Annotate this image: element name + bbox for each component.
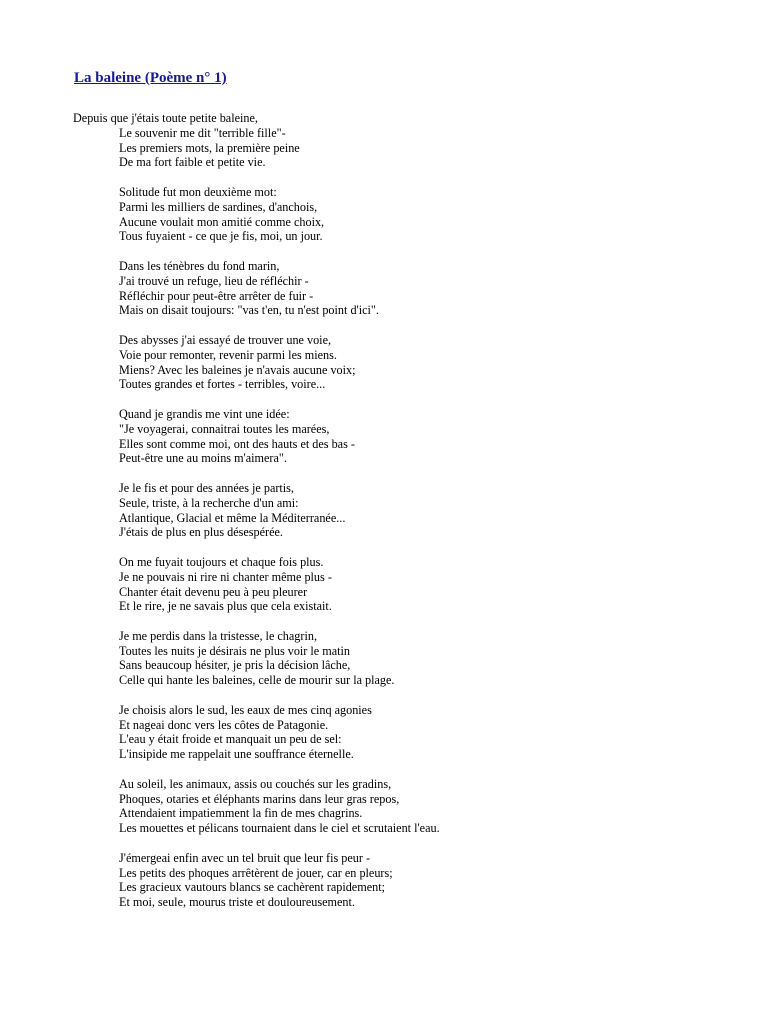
- stanza: [73, 481, 713, 540]
- stanza: [73, 777, 713, 836]
- poem-line: Sans beaucoup hésiter, je pris la décision lâche,: [119, 658, 351, 673]
- poem-line: Des abysses j'ai essayé de trouver une voie,: [119, 332, 332, 347]
- poem-line: Voie pour remonter, revenir parmi les miens.: [119, 347, 337, 362]
- stanza: [73, 703, 713, 762]
- poem-line: Toutes les nuits je désirais ne plus voir le matin: [119, 643, 351, 658]
- poem-line: J'étais de plus en plus désespérée.: [119, 525, 283, 540]
- poem-line: Réfléchir pour peut-être arrêter de fuir -: [119, 288, 314, 303]
- poem-line: Les petits des phoques arrêtèrent de jouer, car en pleurs;: [119, 865, 393, 880]
- poem-line: Elles sont comme moi, ont des hauts et des bas -: [119, 436, 355, 451]
- poem-line: "Je voyagerai, connaitrai toutes les marées,: [119, 421, 330, 436]
- stanza: [73, 851, 713, 910]
- poem-line: Toutes grandes et fortes - terribles, voire...: [119, 377, 326, 392]
- poem-line: Atlantique, Glacial et même la Méditerranée...: [119, 510, 346, 525]
- stanza: [73, 333, 713, 392]
- poem-line: Miens? Avec les baleines je n'avais aucune voix;: [119, 362, 356, 377]
- poem-line: Le souvenir me dit "terrible fille"-: [119, 125, 286, 140]
- poem-line: Dans les ténèbres du fond marin,: [119, 258, 280, 273]
- poem-line: Tous fuyaient - ce que je fis, moi, un jour.: [119, 229, 323, 244]
- poem-line: L'insipide me rappelait une souffrance éternelle.: [119, 747, 354, 762]
- poem-line: On me fuyait toujours et chaque fois plus.: [119, 554, 324, 569]
- poem-line: Je choisis alors le sud, les eaux de mes cinq agonies: [119, 702, 372, 717]
- poem-line: Et le rire, je ne savais plus que cela existait.: [119, 599, 332, 614]
- stanza: [73, 111, 713, 170]
- poem-line: Seule, triste, à la recherche d'un ami:: [119, 495, 299, 510]
- poem-line: Je le fis et pour des années je partis,: [119, 480, 294, 495]
- poem-line: Je ne pouvais ni rire ni chanter même plus -: [119, 569, 332, 584]
- poem-line: Celle qui hante les baleines, celle de mourir sur la plage.: [119, 673, 395, 688]
- poem-body: [73, 111, 713, 925]
- stanza: [73, 259, 713, 318]
- poem-line: Les gracieux vautours blancs se cachèrent rapidement;: [119, 880, 385, 895]
- poem-title: La baleine (Poème n° 1): [74, 70, 227, 86]
- poem-line: Et nageai donc vers les côtes de Patagonie.: [119, 717, 329, 732]
- poem-line: Au soleil, les animaux, assis ou couchés sur les gradins,: [119, 776, 392, 791]
- poem-line: Mais on disait toujours: "vas t'en, tu n'est point d'ici".: [119, 303, 379, 318]
- stanza: [73, 555, 713, 614]
- stanza: [73, 407, 713, 466]
- poem-line: Attendaient impatiemment la fin de mes chagrins.: [119, 806, 363, 821]
- poem-line: Les mouettes et pélicans tournaient dans le ciel et scrutaient l'eau.: [119, 821, 440, 836]
- stanza: [73, 185, 713, 244]
- poem-line: Depuis que j'étais toute petite baleine,: [73, 111, 258, 125]
- poem-line: Et moi, seule, mourus triste et douloureusement.: [119, 895, 355, 910]
- poem-line: L'eau y était froide et manquait un peu de sel:: [119, 732, 342, 747]
- poem-line: De ma fort faible et petite vie.: [119, 155, 266, 170]
- poem-line: J'émergeai enfin avec un tel bruit que leur fis peur -: [119, 850, 371, 865]
- poem-line: Je me perdis dans la tristesse, le chagrin,: [119, 628, 317, 643]
- poem-line: Quand je grandis me vint une idée:: [119, 406, 290, 421]
- poem-line: Aucune voulait mon amitié comme choix,: [119, 214, 325, 229]
- poem-line: Les premiers mots, la première peine: [119, 140, 300, 155]
- poem-line: Phoques, otaries et éléphants marins dans leur gras repos,: [119, 791, 400, 806]
- stanza: [73, 629, 713, 688]
- poem-line: J'ai trouvé un refuge, lieu de réfléchir -: [119, 273, 309, 288]
- poem-line: Chanter était devenu peu à peu pleurer: [119, 584, 308, 599]
- poem-line: Solitude fut mon deuxième mot:: [119, 184, 277, 199]
- poem-line: Parmi les milliers de sardines, d'anchois,: [119, 199, 318, 214]
- poem-line: Peut-être une au moins m'aimera".: [119, 451, 287, 466]
